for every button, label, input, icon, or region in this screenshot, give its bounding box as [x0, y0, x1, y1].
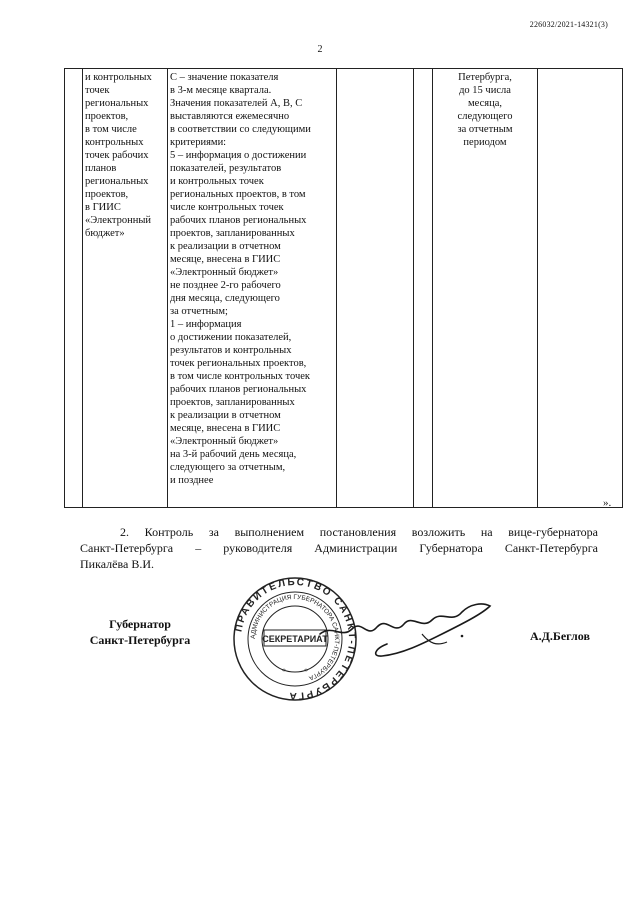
paragraph-line: 2. Контроль за выполнением постановления возложить на вице-губернатора	[120, 525, 598, 539]
table-text-line: точек региональных проектов,	[170, 358, 307, 369]
table-text-line: проектов,	[85, 111, 129, 122]
table-text-line: и позднее	[170, 475, 214, 486]
table-text-line: бюджет»	[85, 228, 125, 239]
table-text-line: контрольных	[85, 137, 144, 148]
control-paragraph	[80, 524, 598, 572]
table-cell-description	[83, 69, 168, 508]
table-text-line: проектов,	[85, 189, 129, 200]
table-text-line: выставляются ежемесячно	[170, 111, 290, 122]
table-text-line: числе контрольных точек	[170, 202, 284, 213]
continuation-table	[64, 68, 623, 508]
table-text-line: в том числе контрольных точек	[170, 371, 311, 382]
table-text-line: в том числе	[85, 124, 137, 135]
table-text-line: 1 – информация	[170, 319, 242, 330]
table-text-line: за отчетным;	[170, 306, 228, 317]
document-number: 226032/2021-14321(3)	[529, 20, 608, 29]
table-text-line: региональных	[85, 98, 149, 109]
table-cell-empty	[414, 69, 433, 508]
table-text-line: «Электронный	[85, 215, 152, 226]
table-cell-empty	[337, 69, 414, 508]
table-text-line: периодом	[463, 137, 507, 148]
table-text-line: проектов, запланированных	[170, 228, 295, 239]
table-text-line: следующего за отчетным,	[170, 462, 286, 473]
paragraph-line: Пикалёва В.И.	[80, 557, 154, 571]
table-text-line: точек рабочих	[85, 150, 149, 161]
table-text-line: до 15 числа	[459, 85, 511, 96]
svg-text:ПРАВИТЕЛЬСТВО САНКТ-ПЕТЕРБУРГА: ПРАВИТЕЛЬСТВО САНКТ-ПЕТЕРБУРГА	[233, 576, 358, 702]
table-text-line: дня месяца, следующего	[170, 293, 280, 304]
table-text-line: С – значение показателя	[170, 72, 279, 83]
table-text-line: «Электронный бюджет»	[170, 436, 279, 447]
table-text-line: Петербурга,	[458, 72, 512, 83]
table-text-line: Значения показателей А, В, С	[170, 98, 303, 109]
table-text-line: не позднее 2-го рабочего	[170, 280, 281, 291]
table-text-line: о достижении показателей,	[170, 332, 292, 343]
signatory-name: А.Д.Беглов	[530, 629, 590, 643]
handwritten-signature	[312, 594, 502, 664]
table-text-line: в соответствии со следующими	[170, 124, 311, 135]
svg-text:АДМИНИСТРАЦИЯ ГУБЕРНАТОРА САНК: АДМИНИСТРАЦИЯ ГУБЕРНАТОРА САНКТ-ПЕТЕРБУРГА	[249, 593, 341, 682]
table-text-line: к реализации в отчетном	[170, 241, 281, 252]
page-number: 2	[317, 44, 323, 55]
criteria-lines	[170, 71, 334, 487]
table-cell-empty	[538, 69, 623, 508]
table-text-line: в 3-м месяце квартала.	[170, 85, 272, 96]
table-cell-criteria	[168, 69, 337, 508]
governor-title-line: Губернатор	[109, 617, 171, 631]
table-text-line: региональных	[85, 176, 149, 187]
svg-text:*: *	[304, 667, 308, 676]
governor-title-line: Санкт-Петербурга	[89, 633, 191, 647]
table-text-line: на 3-й рабочий день месяца,	[170, 449, 297, 460]
table-text-line: в ГИИС	[85, 202, 121, 213]
table-text-line: к реализации в отчетном	[170, 410, 281, 421]
table-cell-deadline	[433, 69, 538, 508]
table-cell-index	[65, 69, 83, 508]
table-text-line: проектов, запланированных	[170, 397, 295, 408]
deadline-lines	[435, 71, 535, 149]
table-text-line: за отчетным	[457, 124, 513, 135]
table-text-line: «Электронный бюджет»	[170, 267, 279, 278]
table-text-line: месяце, внесена в ГИИС	[170, 423, 281, 434]
table-text-line: точек	[85, 85, 110, 96]
table-text-line: рабочих планов региональных	[170, 384, 307, 395]
closing-quote: ».	[603, 497, 612, 509]
table-text-line: и контрольных точек	[170, 176, 264, 187]
governor-title	[88, 616, 192, 648]
table-text-line: и контрольных	[85, 72, 152, 83]
table-text-line: критериями:	[170, 137, 227, 148]
table-text-line: результатов и контрольных	[170, 345, 292, 356]
table-text-line: рабочих планов региональных	[170, 215, 307, 226]
table-text-line: следующего	[457, 111, 513, 122]
paragraph-line: Санкт-Петербурга – руководителя Администрации Губернатора Санкт-Петербурга	[80, 541, 598, 555]
table-text-line: показателей, результатов	[170, 163, 282, 174]
table-row	[65, 69, 623, 508]
table-text-line: планов	[85, 163, 117, 174]
table-text-line: месяце, внесена в ГИИС	[170, 254, 281, 265]
svg-text:СЕКРЕТАРИАТ: СЕКРЕТАРИАТ	[262, 634, 328, 644]
svg-text:*: *	[282, 667, 286, 676]
table-text-line: месяца,	[468, 98, 502, 109]
table-text-line: 5 – информация о достижении	[170, 150, 307, 161]
table-text-line: региональных проектов, в том	[170, 189, 306, 200]
description-lines	[85, 71, 165, 240]
